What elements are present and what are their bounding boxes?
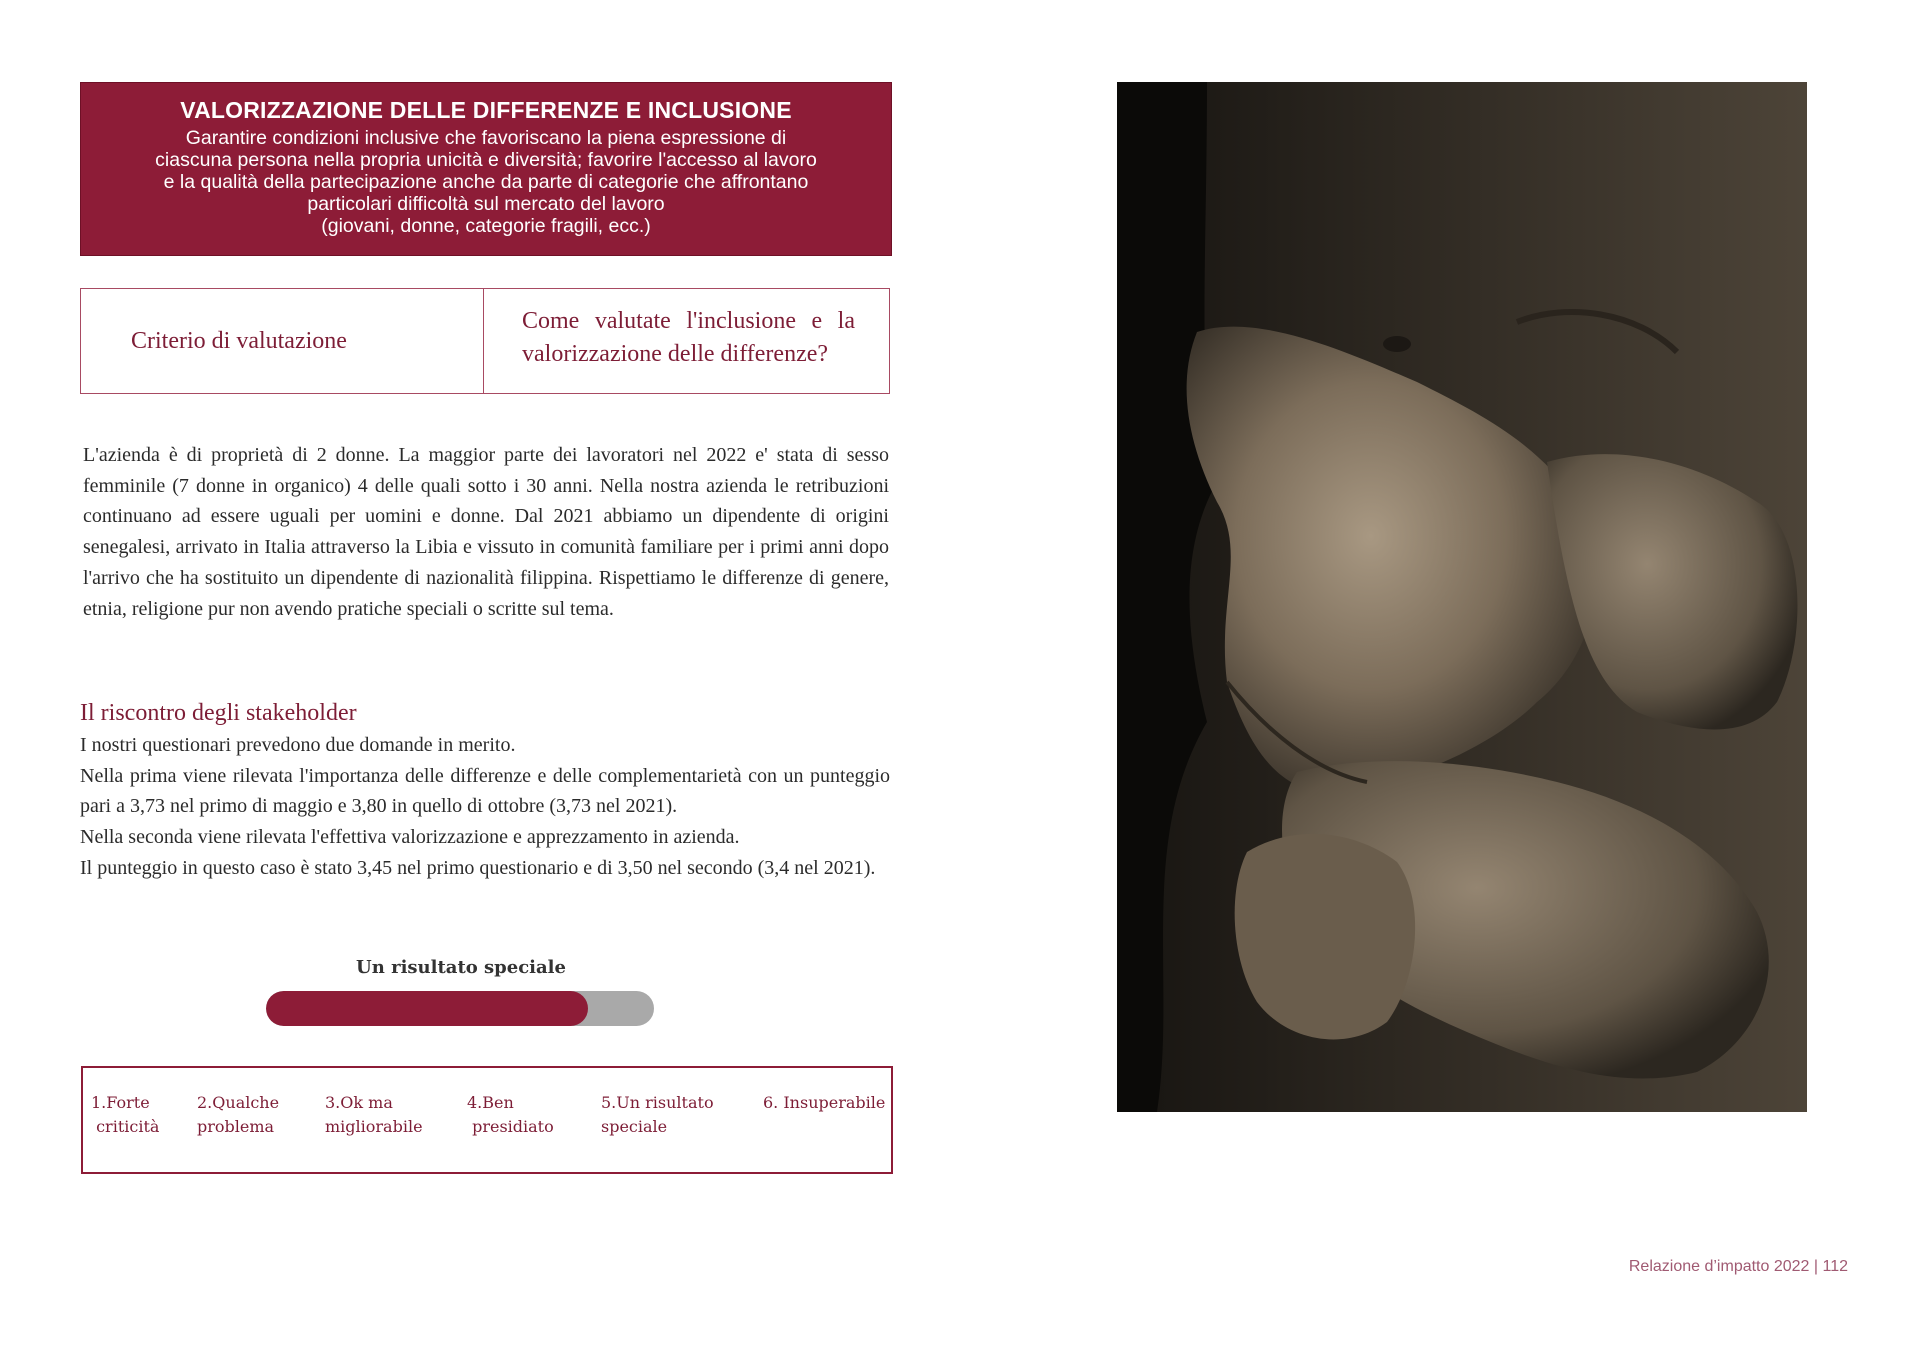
scale-item-1: 1.Forte criticità xyxy=(91,1093,160,1136)
section-subtitle xyxy=(81,125,891,237)
sculpture-illustration xyxy=(1117,82,1807,1112)
subtitle-line: particolari difficoltà sul mercato del lavoro xyxy=(307,193,665,215)
subtitle-line: (giovani, donne, categorie fragili, ecc.) xyxy=(321,215,651,237)
section-header xyxy=(80,82,892,256)
scale-item-4: 4.Ben presidiato xyxy=(467,1093,554,1136)
stakeholder-line: Il punteggio in questo caso è stato 3,45 nel primo questionario e di 3,50 nel secondo (3,4 nel 2021). xyxy=(80,856,876,879)
section-title: VALORIZZAZIONE DELLE DIFFERENZE E INCLUSIONE xyxy=(180,97,792,123)
result-progress-fill xyxy=(266,991,588,1026)
stakeholder-line: Nella seconda viene rilevata l'effettiva valorizzazione e apprezzamento in azienda. xyxy=(80,826,740,849)
subtitle-line: Garantire condizioni inclusive che favoriscano la piena espressione di xyxy=(185,127,787,149)
result-progress-bar xyxy=(266,991,654,1026)
scale-item-3: 3.Ok ma migliorabile xyxy=(325,1093,423,1136)
stakeholder-body xyxy=(80,730,890,884)
rating-scale xyxy=(81,1066,893,1174)
page-footer: Relazione d’impatto 2022 | 112 xyxy=(1628,1258,1848,1275)
stakeholder-title: Il riscontro degli stakeholder xyxy=(80,700,357,726)
result-label: Un risultato speciale xyxy=(356,957,566,978)
subtitle-line: ciascuna persona nella propria unicità e diversità; favorire l'accesso al lavoro xyxy=(155,149,817,171)
criteria-question: Come valutate l'inclusione e la valorizzazione delle differenze? xyxy=(522,308,855,367)
scale-item-5: 5.Un risultato speciale xyxy=(601,1093,714,1136)
criteria-label: Criterio di valutazione xyxy=(81,289,484,393)
criteria-table xyxy=(80,288,890,394)
stakeholder-line: Nella prima viene rilevata l'importanza delle differenze e delle complementarietà con un punteggio pari a 3,73 nel primo di maggio e 3,80 in quello di ottobre (3,73 nel 2021). xyxy=(80,764,890,818)
scale-item-6: 6. Insuperabile xyxy=(763,1093,886,1112)
sculpture-photo xyxy=(1117,82,1807,1112)
main-paragraph: L'azienda è di proprietà di 2 donne. La maggior parte dei lavoratori nel 2022 e' stata di sesso femminile (7 donne in organico) 4 delle quali sotto i 30 anni. Nella nostra azienda le retribuzioni continuano ad essere uguali per uomini e donne. Dal 2021 abbiamo un dipendente di origini senegalesi, arrivato in Italia attraverso la Libia e vissuto in comunità familiare per i primi anni dopo l'arrivo che ha sostituito un dipendente di nazionalità filippina. Rispettiamo le differenze di genere, etnia, religione pur non avendo pratiche speciali o scritte sul tema. xyxy=(83,444,889,620)
subtitle-line: e la qualità della partecipazione anche da parte di categorie che affrontano xyxy=(163,171,809,193)
stakeholder-line: I nostri questionari prevedono due domande in merito. xyxy=(80,734,516,756)
scale-item-2: 2.Qualche problema xyxy=(197,1093,280,1136)
